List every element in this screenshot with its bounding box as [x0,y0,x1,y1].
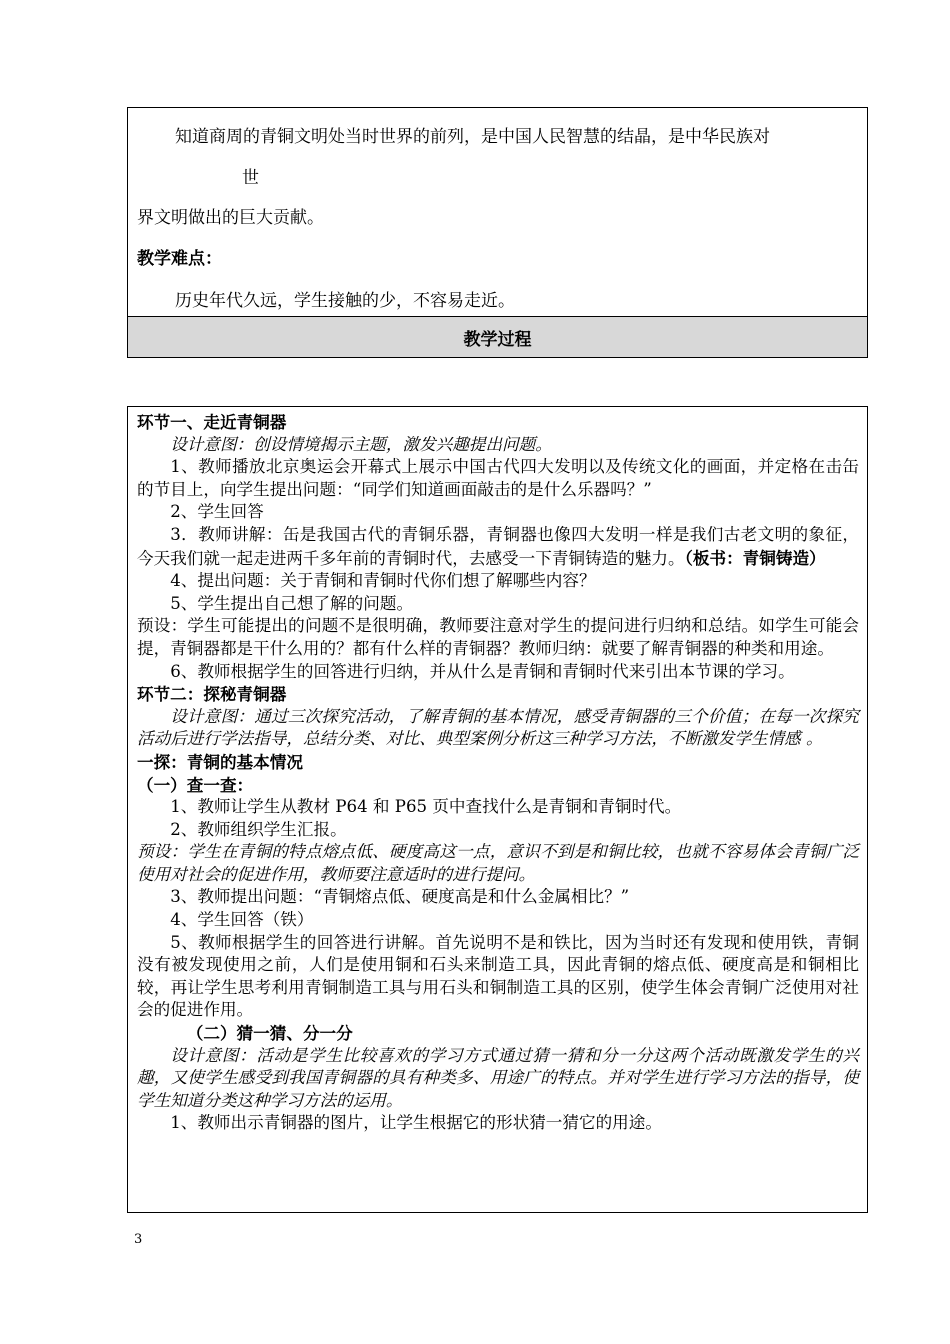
explore-1-preset: 预设：学生在青铜的特点熔点低、硬度高这一点，意识不到是和铜比较，也就不容易体会青铜广泛使用对社会的促进作用，教师要注意适时的进行提问。 [137,842,859,884]
section-1-step-3 [137,524,859,570]
section-2-intent: 设计意图：通过三次探究活动，了解青铜的基本情况，感受青铜器的三个价值；在每一次探究活动后进行学法指导，总结分类、对比、典型案例分析这三种学习方法，不断激发学生情感 。 [137,706,859,749]
objectives-table-section [127,107,868,358]
explore-1-step-5: 5、教师根据学生的回答进行讲解。首先说明不是和铁比，因为当时还有发现和使用铁，青铜没有被发现使用之前，人们是使用铜和石头来制造工具，因此青铜的熔点低、硬度高是和铜相比较，再让学生思考利用青铜制造工具与用石头和铜制造工具的区别，使学生体会青铜广泛使用对社会的促进作用。 [137,932,859,1020]
explore-1-step-2: 2、教师组织学生汇报。 [170,819,347,839]
board-note: （板书：青铜铸造） [684,547,826,568]
section-1-intent: 设计意图：创设情境揭示主题，激发兴趣提出问题。 [170,434,552,454]
section-1-step-3-text: 3．教师讲解：缶是我国古代的青铜乐器，青铜器也像四大发明一样是我们古老文明的象征，今天我们就一起走进两千多年前的青铜时代，去感受一下青铜铸造的魅力。 [137,524,859,568]
explore-1-step-1: 1、教师让学生从教材 P64 和 P65 页中查找什么是青铜和青铜时代。 [170,797,682,817]
process-header [128,316,867,357]
section-1-step-2: 2、学生回答 [170,502,264,522]
teaching-process-section [127,406,868,1213]
key-point-line-3: 界文明做出的巨大贡献。 [137,208,324,228]
section-1-preset: 预设：学生可能提出的问题不是很明确，教师要注意对学生的提问进行归纳和总结。如学生可能会提，青铜器都是干什么用的？都有什么样的青铜器？教师归纳：就要了解青铜器的种类和用途。 [137,616,859,658]
subsection-2-step-1: 1、教师出示青铜器的图片，让学生根据它的形状猜一猜它的用途。 [170,1113,662,1133]
page-number: 3 [134,1232,143,1247]
difficulty-text: 历史年代久远，学生接触的少，不容易走近。 [175,291,515,311]
difficulty-heading: 教学难点： [137,249,222,269]
subsection-1-heading: （一）查一查： [137,774,254,795]
process-header-label: 教学过程 [463,329,532,350]
section-1-step-1: 1、教师播放北京奥运会开幕式上展示中国古代四大发明以及传统文化的画面，并定格在击缶的节目上，向学生提出问题：“同学们知道画面敲击的是什么乐器吗？” [137,457,859,499]
key-point-line-1: 知道商周的青铜文明处当时世界的前列，是中国人民智慧的结晶，是中华民族对 [175,127,770,147]
section-1-step-5: 5、学生提出自己想了解的问题。 [170,593,414,613]
section-1-step-6: 6、教师根据学生的回答进行归纳，并从什么是青铜和青铜时代来引出本节课的学习。 [170,661,795,681]
explore-1-heading: 一探：青铜的基本情况 [137,751,303,772]
key-point-line-2: 世 [242,168,259,188]
section-1-step-4: 4、提出问题：关于青铜和青铜时代你们想了解哪些内容？ [170,571,596,591]
subsection-2-intent: 设计意图：活动是学生比较喜欢的学习方式通过猜一猜和分一分这两个活动既激发学生的兴趣，又使学生感受到我国青铜器的具有种类多、用途广的特点。并对学生进行学习方法的指导，使学生知道分类这种学习方法的运用。 [137,1045,859,1110]
explore-1-step-4: 4、学生回答（铁） [170,910,314,930]
subsection-2-heading: （二）猜一猜、分一分 [186,1023,353,1044]
section-1-heading: 环节一、走近青铜器 [137,412,287,432]
section-2-heading: 环节二：探秘青铜器 [137,684,287,705]
explore-1-step-3: 3、教师提出问题：“青铜熔点低、硬度高是和什么金属相比？” [170,887,630,907]
